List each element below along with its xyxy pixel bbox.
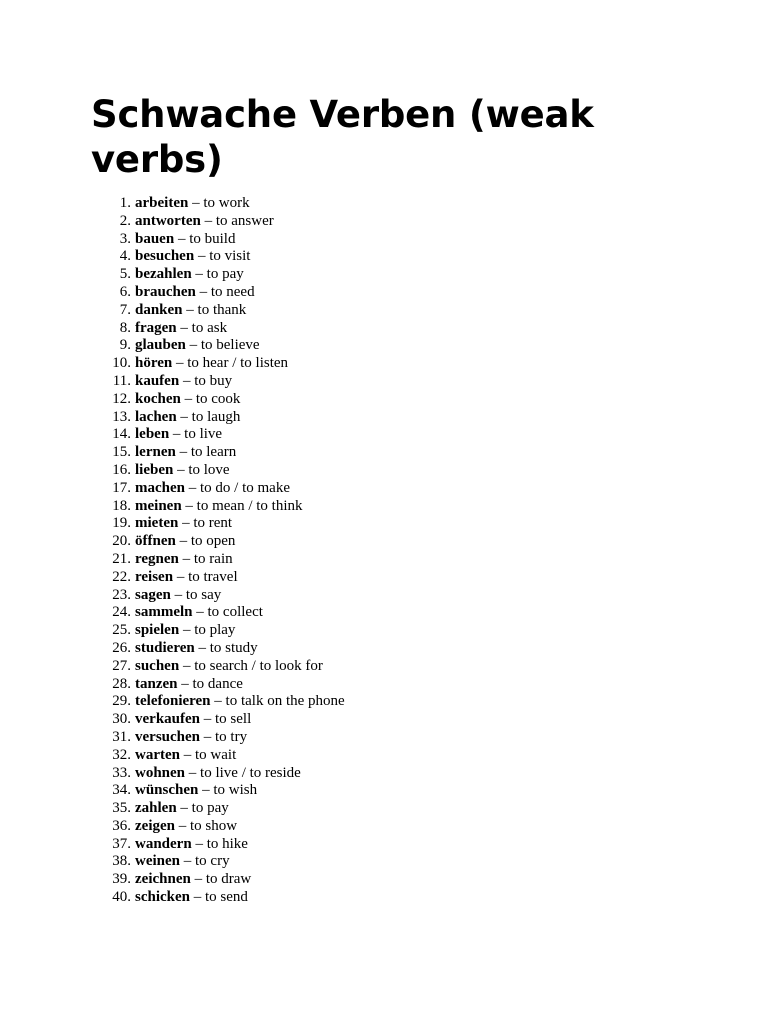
german-verb: studieren [135, 639, 195, 656]
list-item-number: 37. [112, 835, 131, 852]
german-verb: sagen [135, 586, 171, 603]
english-translation: to travel [188, 568, 238, 585]
english-translation: to learn [190, 444, 237, 461]
english-translation: to try [215, 728, 248, 745]
dash-separator: – [173, 568, 189, 585]
german-verb: sammeln [135, 604, 193, 621]
dash-separator: – [188, 195, 204, 211]
list-item-number: 3. [119, 230, 131, 247]
list-item-number: 29. [112, 693, 131, 710]
dash-separator: – [194, 248, 210, 265]
dash-separator: – [210, 693, 226, 710]
dash-separator: – [190, 889, 206, 906]
list-item [91, 871, 691, 889]
list-item-number: 24. [112, 604, 131, 621]
dash-separator: – [175, 444, 191, 461]
german-verb: bezahlen [135, 266, 192, 283]
list-item-number: 13. [112, 408, 131, 425]
list-item-number: 16. [112, 461, 131, 478]
german-verb: fragen [135, 319, 177, 336]
dash-separator: – [192, 604, 208, 621]
list-item [91, 266, 691, 284]
list-item [91, 480, 691, 498]
list-item-number: 19. [112, 515, 131, 532]
list-item [91, 729, 691, 747]
german-verb: meinen [135, 497, 182, 514]
list-item [91, 765, 691, 783]
list-item-number: 15. [112, 444, 131, 461]
german-verb: weinen [135, 853, 180, 870]
list-item [91, 676, 691, 694]
german-verb: warten [135, 746, 180, 763]
english-translation: to live [184, 426, 223, 443]
english-translation: to rent [193, 515, 233, 532]
german-verb: mieten [135, 515, 179, 532]
german-verb: schicken [135, 889, 191, 906]
english-translation: to send [205, 889, 248, 906]
list-item [91, 231, 691, 249]
english-translation: to hear / to listen [187, 355, 289, 372]
list-item [91, 551, 691, 569]
list-item [91, 373, 691, 391]
german-verb: spielen [135, 622, 180, 639]
german-verb: brauchen [135, 283, 196, 300]
german-verb: wandern [135, 835, 192, 852]
list-item-number: 21. [112, 550, 131, 567]
german-verb: wünschen [135, 782, 199, 799]
german-verb: machen [135, 479, 185, 496]
list-item-number: 31. [112, 728, 131, 745]
dash-separator: – [191, 835, 207, 852]
list-item [91, 569, 691, 587]
english-translation: to pay [206, 266, 244, 283]
list-item-number: 40. [112, 889, 131, 906]
list-item [91, 391, 691, 409]
german-verb: glauben [135, 337, 186, 354]
list-item [91, 248, 691, 266]
german-verb: hören [135, 355, 173, 372]
dash-separator: – [176, 319, 192, 336]
german-verb: danken [135, 301, 183, 318]
german-verb: telefonieren [135, 693, 211, 710]
list-item [91, 498, 691, 516]
list-item [91, 800, 691, 818]
list-item [91, 747, 691, 765]
list-item [91, 693, 691, 711]
list-item [91, 853, 691, 871]
german-verb: kaufen [135, 372, 180, 389]
english-translation: to hike [206, 835, 248, 852]
list-item-number: 7. [119, 301, 131, 318]
english-translation: to talk on the phone [225, 693, 345, 710]
english-translation: to laugh [191, 408, 241, 425]
list-item-number: 36. [112, 817, 131, 834]
list-item-number: 27. [112, 657, 131, 674]
dash-separator: – [169, 426, 185, 443]
dash-separator: – [175, 533, 191, 550]
english-translation: to believe [200, 337, 260, 354]
list-item [91, 320, 691, 338]
list-item-number: 30. [112, 711, 131, 728]
list-item-number: 11. [112, 372, 131, 389]
german-verb: versuchen [135, 728, 200, 745]
german-verb: bauen [135, 230, 175, 247]
english-translation: to dance [192, 675, 243, 692]
dash-separator: – [200, 212, 216, 229]
dash-separator: – [174, 230, 190, 247]
english-translation: to study [209, 639, 258, 656]
dash-separator: – [177, 675, 193, 692]
list-item [91, 622, 691, 640]
list-item [91, 337, 691, 355]
list-item-number: 28. [112, 675, 131, 692]
dash-separator: – [178, 515, 194, 532]
dash-separator: – [172, 355, 188, 372]
english-translation: to draw [205, 871, 252, 888]
list-item [91, 409, 691, 427]
list-item [91, 444, 691, 462]
dash-separator: – [185, 337, 201, 354]
list-item-number: 38. [112, 853, 131, 870]
list-item-number: 6. [119, 283, 131, 300]
list-item [91, 587, 691, 605]
list-item-number: 4. [119, 248, 131, 265]
german-verb: arbeiten [135, 195, 189, 211]
dash-separator: – [179, 622, 195, 639]
dash-separator: – [181, 497, 197, 514]
list-item-number: 35. [112, 800, 131, 817]
list-item [91, 782, 691, 800]
german-verb: kochen [135, 390, 181, 407]
english-translation: to show [189, 817, 238, 834]
dash-separator: – [200, 728, 215, 745]
german-verb: öffnen [135, 533, 176, 550]
dash-separator: – [179, 372, 195, 389]
dash-separator: – [191, 266, 207, 283]
german-verb: lernen [135, 444, 176, 461]
list-item [91, 533, 691, 551]
english-translation: to answer [215, 212, 274, 229]
list-item [91, 889, 691, 907]
german-verb: zahlen [135, 800, 177, 817]
list-item [91, 836, 691, 854]
list-item-number: 5. [119, 266, 131, 283]
german-verb: lieben [135, 461, 174, 478]
list-item-number: 14. [112, 426, 131, 443]
list-item [91, 355, 691, 373]
list-item [91, 195, 691, 213]
list-item-number: 12. [112, 390, 131, 407]
english-translation: to sell [215, 711, 252, 728]
document-page [91, 92, 691, 907]
list-item-number: 25. [112, 622, 131, 639]
english-translation: to wish [213, 782, 258, 799]
list-item [91, 604, 691, 622]
english-translation: to visit [209, 248, 251, 265]
dash-separator: – [178, 550, 194, 567]
english-translation: to thank [197, 301, 247, 318]
dash-separator: – [195, 283, 211, 300]
list-item-number: 39. [112, 871, 131, 888]
list-item-number: 32. [112, 746, 131, 763]
english-translation: to mean / to think [196, 497, 303, 514]
list-item-number: 17. [112, 479, 131, 496]
english-translation: to rain [193, 550, 233, 567]
list-item-number: 1. [119, 195, 131, 211]
english-translation: to buy [194, 372, 233, 389]
german-verb: zeigen [135, 817, 175, 834]
german-verb: wohnen [135, 764, 186, 781]
list-item [91, 426, 691, 444]
dash-separator: – [182, 301, 198, 318]
english-translation: to play [194, 622, 236, 639]
list-item-number: 26. [112, 639, 131, 656]
german-verb: zeichnen [135, 871, 191, 888]
list-item [91, 462, 691, 480]
english-translation: to love [188, 461, 230, 478]
list-item [91, 640, 691, 658]
list-item-number: 18. [112, 497, 131, 514]
list-item-number: 10. [112, 355, 131, 372]
list-item-number: 9. [119, 337, 131, 354]
german-verb: antworten [135, 212, 201, 229]
dash-separator: – [180, 746, 195, 763]
english-translation: to build [189, 230, 236, 247]
page-title: Schwache Verben (weak verbs) [91, 93, 594, 181]
dash-separator: – [200, 711, 215, 728]
list-item [91, 711, 691, 729]
english-translation: to cry [195, 853, 230, 870]
dash-separator: – [174, 817, 190, 834]
dash-separator: – [176, 800, 192, 817]
dash-separator: – [185, 764, 201, 781]
dash-separator: – [176, 408, 192, 425]
list-item-number: 20. [112, 533, 131, 550]
list-item [91, 515, 691, 533]
german-verb: besuchen [135, 248, 195, 265]
german-verb: lachen [135, 408, 177, 425]
english-translation: to collect [207, 604, 263, 621]
english-translation: to say [185, 586, 222, 603]
list-item-number: 2. [119, 212, 131, 229]
dash-separator: – [180, 853, 195, 870]
list-item [91, 818, 691, 836]
english-translation: to work [203, 195, 250, 211]
german-verb: leben [135, 426, 170, 443]
german-verb: tanzen [135, 675, 178, 692]
list-item [91, 213, 691, 231]
german-verb: reisen [135, 568, 174, 585]
english-translation: to pay [191, 800, 229, 817]
list-item-number: 33. [112, 764, 131, 781]
english-translation: to do / to make [200, 479, 290, 496]
english-translation: to live / to reside [200, 764, 301, 781]
list-item-number: 34. [112, 782, 131, 799]
english-translation: to cook [195, 390, 241, 407]
german-verb: suchen [135, 657, 180, 674]
german-verb: verkaufen [135, 711, 200, 728]
list-item-number: 23. [112, 586, 131, 603]
dash-separator: – [190, 871, 206, 888]
verb-list [91, 195, 691, 907]
list-item [91, 302, 691, 320]
dash-separator: – [180, 390, 196, 407]
dash-separator: – [194, 639, 210, 656]
dash-separator: – [170, 586, 186, 603]
list-item [91, 658, 691, 676]
english-translation: to need [210, 283, 255, 300]
dash-separator: – [185, 479, 200, 496]
english-translation: to wait [195, 746, 237, 763]
english-translation: to ask [191, 319, 228, 336]
english-translation: to open [190, 533, 236, 550]
english-translation: to search / to look for [194, 657, 323, 674]
dash-separator: – [173, 461, 189, 478]
list-item-number: 22. [112, 568, 131, 585]
list-item [91, 284, 691, 302]
dash-separator: – [198, 782, 214, 799]
dash-separator: – [179, 657, 195, 674]
german-verb: regnen [135, 550, 179, 567]
list-item-number: 8. [119, 319, 131, 336]
